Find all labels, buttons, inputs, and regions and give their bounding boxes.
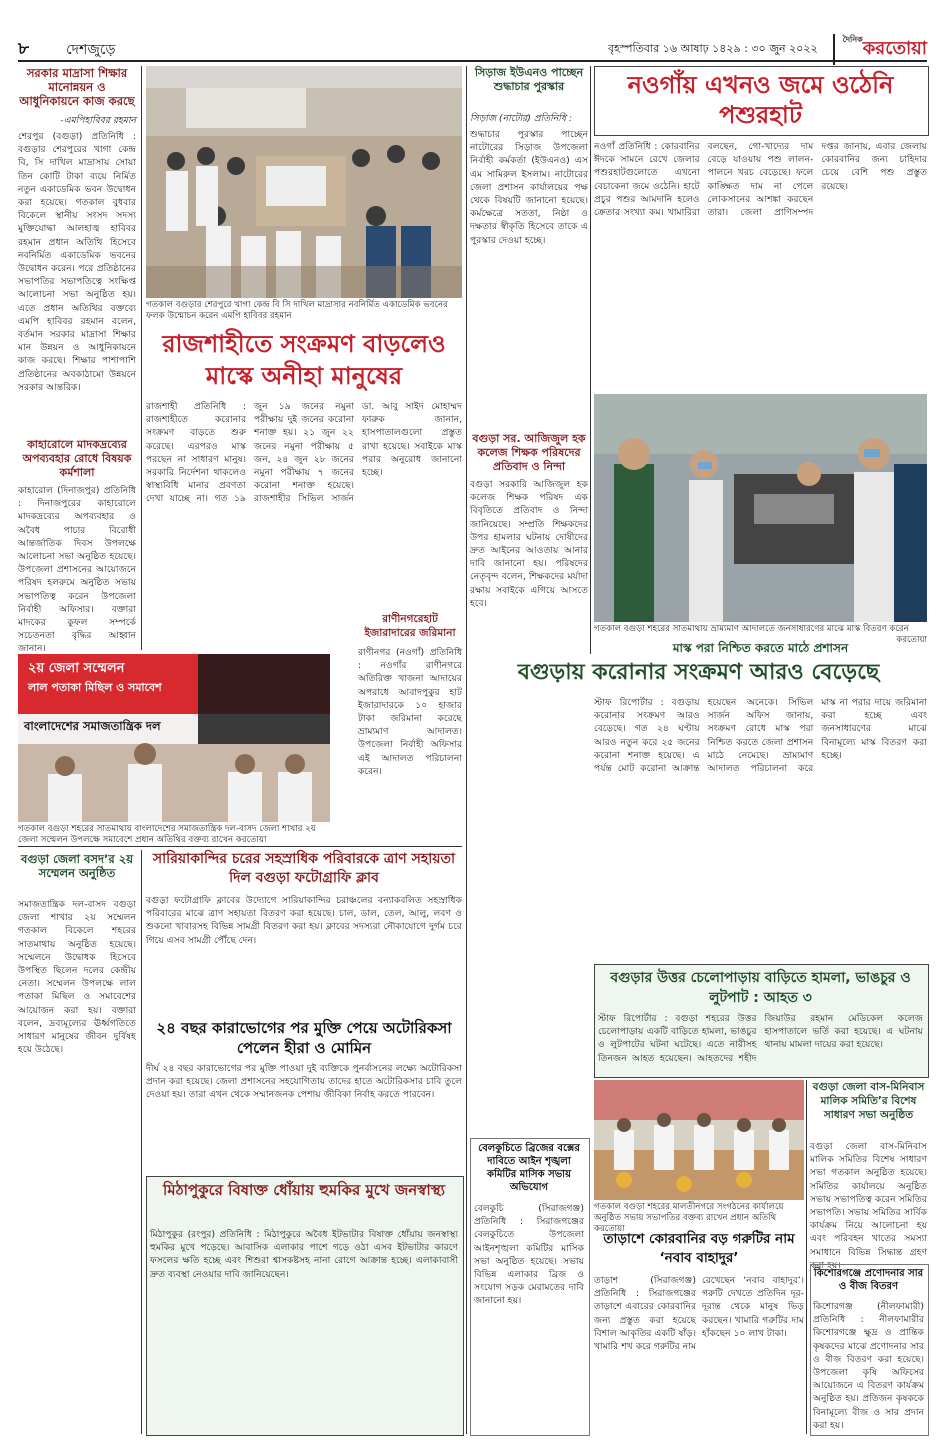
page-header <box>18 34 927 62</box>
caption-meeting-photo <box>594 1202 804 1234</box>
headline-auto: ২৪ বছর কারাভোগের পর মুক্তি পেয়ে অটোরিকসা পেলেন হীরা ও মোমিন <box>156 1019 452 1057</box>
photo-meeting-bottom <box>594 1080 804 1200</box>
masthead-small: দৈনিক <box>842 35 863 44</box>
headline-bridge-box: বেলকুচিতে ব্রিজের বক্সের দাবিতে আইন শৃঙ্খলা কমিটির মাসিক সভায় অভিযোগ <box>478 1143 580 1193</box>
headline-bus-owners-main: বগুড়া জেলা বাস-মিনিবাস মালিক সমিতি’র বিশেষ সাধারণ সভা অনুষ্ঠিত <box>812 1081 925 1121</box>
body-chelopara: স্টাফ রিপোর্টার : বগুড়া শহরের উত্তর চেলোপাড়ায় একটি বাড়িতে হামলা, ভাঙচুর ও লুটপাটের ঘটনা ঘটেছে। এতে নারীসহ তিনজন আহত হয়েছেন। আহতদের শহীদ জিয়াউর রহমান মেডিকেল কলেজ হাসপাতালে ভর্তি করা হয়েছে। এ ঘটনায় থানায় মামলা দায়ের করা হয়েছে। <box>598 1013 923 1064</box>
body-relief: বগুড়া ফটোগ্রাফি ক্লাবের উদ্যোগে সারিয়াকান্দির চরাঞ্চলের বন্যাকবলিত সহস্রাধিক পরিবারের মাঝে ত্রাণ সহায়তা বিতরণ করা হয়েছে। চাল, ডাল, তেল, আলু, লবণ ও শুকনো খাবারসহ বিভিন্ন সামগ্রী বিতরণ করা হয়। ক্লাবের সদস্যরা নৌকাযোগে দুর্গম চরে গিয়ে এসব সামগ্রী পৌঁছে দেন। <box>146 895 462 946</box>
column-rule <box>141 850 142 1434</box>
headline-rajshahi: রাজশাহীতে সংক্রমণ বাড়লেও মাস্কে অনীহা মানুষের <box>162 330 446 390</box>
body-college: বগুড়া সরকারি আজিজুল হক কলেজ শিক্ষক পরিষদ এক বিবৃতিতে প্রতিবাদ ও নিন্দা জানিয়েছে। সম্প্রতি শিক্ষকদের উপর হামলার ঘটনায় দোষীদের দ্রুত আইনের আওতায় আনার দাবি জানানো হয়। পরিষদের নেতৃবৃন্দ বলেন, শিক্ষকদের মর্যাদা রক্ষায় সবাইকে এগিয়ে আসতে হবে। <box>470 479 588 609</box>
headline-bogura-corona: বগুড়ায় করোনার সংক্রমণ আরও বেড়েছে <box>517 660 880 685</box>
banner-line1: ২য় জেলা সম্মেলন <box>28 661 125 676</box>
body-auto: দীর্ঘ ২৪ বছর কারাভোগের পর মুক্তি পাওয়া দুই ব্যক্তিকে পুনর্বাসনের লক্ষ্যে অটোরিকসা প্রদান করা হয়েছে। জেলা প্রশাসনের সহযোগিতায় তাদের হাতে অটোরিকসার চাবি তুলে দেওয়া হয়। তারা এখন থেকে সম্মানজনক পেশায় জীবিকা নির্বাহ করতে পারবেন। <box>146 1063 462 1101</box>
caption-meeting-text: গতকাল বগুড়া শহরের মালতীনগরে সংগঠনের কার্যালয়ে অনুষ্ঠিত সভায় সভাপতির বক্তব্য রাখেন প্রধান অতিথি <box>594 1202 784 1223</box>
photo-party-rally <box>18 654 330 822</box>
headline-mithapukur: মিঠাপুকুরে বিষাক্ত ধোঁয়ায় হুমকির মুখে জনস্বাস্থ্য <box>162 1181 446 1199</box>
kicker-bogura-corona: মাস্ক পরা নিশ্চিত করতে মাঠে প্রশাসন <box>672 641 849 655</box>
headline-madrasa: সরকার মাদ্রাসা শিক্ষার মানোন্নয়ন ও আধুনিকায়নে কাজ করছে <box>19 66 135 108</box>
photo-mask-distribution <box>594 394 927 622</box>
body-kaharole: কাহারোল (দিনাজপুর) প্রতিনিধি : দিনাজপুরের কাহারোলে মাদকদ্রব্যের অপব্যবহার ও অবৈধ পাচার বিরোধী আন্তর্জাতিক দিবস উপলক্ষে আলোচনা সভা অনুষ্ঠিত হয়েছে। উপজেলা প্রশাসনের আয়োজনে পরিষদ হলরুমে অনুষ্ঠিত সভায় সভাপতিত্ব করেন উপজেলা নির্বাহী অফিসার। বক্তারা মাদকের কুফল সম্পর্কে সচেতনতা বৃদ্ধির আহ্বান জানান। <box>18 485 136 655</box>
photo-mask-image <box>594 394 927 622</box>
body-madrasa: শেরপুর (বগুড়া) প্রতিনিধি : বগুড়ার শেরপুরের খাগা কেন্দ্র বি, সি দাখিল মাদ্রাসায় সোয়া তিন কোটি টাকা ব্যয়ে নির্মিত নতুন একাডেমিক ভবন উদ্বোধন করা হয়েছে। গতকাল বুধবার বিকেলে স্থানীয় সংসদ সদস্য মুক্তিযোদ্ধা আলহাজ্ব হাবিবর রহমান প্রধান অতিথি হিসেবে নবনির্মিত একাডেমিক ভবনের উদ্বোধন করেন। পরে প্রতিষ্ঠানের সভাপতির সভাপতিত্বে সংক্ষিপ্ত আলোচনা সভা অনুষ্ঠিত হয়। এতে প্রধান অতিথির বক্তব্যে এমপি হাবিবর রহমান বলেন, বর্তমান সরকার মাদ্রাসা শিক্ষার মান উন্নয়ন ও আধুনিকায়নে কাজ করছে। শিক্ষার পাশাপাশি প্রতিষ্ঠানের অবকাঠামো উন্নয়নে সরকার আন্তরিক। <box>18 131 136 393</box>
headline-tarash-main: তাড়াশে কোরবানির বড় গরুটির নাম ‘নবাব বাহাদুর’ <box>603 1231 795 1266</box>
horizontal-rule <box>18 846 462 847</box>
banner-line3: বাংলাদেশের সমাজতান্ত্রিক দল <box>24 719 161 733</box>
caption-party-photo <box>18 824 330 848</box>
caption-mask-photo <box>594 624 927 645</box>
body-naogaon: নওগাঁ প্রতিনিধি : কোরবানির ঈদকে সামনে রেখে জেলার পশুরহাটগুলোতে এখনো বেচাকেনা জমে ওঠেনি। হাটে প্রচুর পশুর আমদানি হলেও ক্রেতার সংখ্যা কম। খামারিরা বলছেন, গো-খাদ্যের দাম বেড়ে যাওয়ায় পশু লালন-পালনে খরচ বেড়েছে। ফলে কাঙ্ক্ষিত দাম না পেলে লোকসানের আশঙ্কা করছেন তারা। জেলা প্রাণিসম্পদ দপ্তর জানায়, এবার জেলায় কোরবানির জন্য চাহিদার চেয়ে বেশি পশু প্রস্তুত রয়েছে। <box>594 141 927 219</box>
column-rule <box>806 1080 807 1434</box>
masthead-name: করতোয়া <box>862 38 927 59</box>
page-number: ৮ <box>18 39 30 59</box>
body-bridge: বেলকুচি (সিরাজগঞ্জ) প্রতিনিধি : সিরাজগঞ্জের বেলকুচিতে উপজেলা আইনশৃঙ্খলা কমিটির মাসিক সভা অনুষ্ঠিত হয়েছে। সভায় বিভিন্ন এলাকার ব্রিজ ও সংযোগ সড়ক মেরামতের দাবি জানানো হয়। <box>474 1203 584 1307</box>
column-rule <box>590 66 591 654</box>
body-mithapukur: মিঠাপুকুর (রংপুর) প্রতিনিধি : মিঠাপুকুরে অবৈধ ইটভাটার বিষাক্ত ধোঁয়ায় জনস্বাস্থ্য হুমকির মুখে পড়েছে। আবাসিক এলাকার পাশে গড়ে ওঠা এসব ইটভাটার কারণে ফসলের ক্ষতি হচ্ছে এবং শিশুরা শ্বাসকষ্টসহ নানা রোগে আক্রান্ত হচ্ছে। এলাকাবাসী দ্রুত ব্যবস্থা নেওয়ার দাবি জানিয়েছেন। <box>150 1229 458 1280</box>
body-raninagar: রাণীনগর (নওগাঁ) প্রতিনিধি : নওগাঁর রাণীনগরে অতিরিক্ত খাজনা আদায়ের অপরাধে আবাদপুকুর হাট ইজারাদারকে ১০ হাজার টাকা জরিমানা করেছে ভ্রাম্যমাণ আদালত। উপজেলা নির্বাহী অফিসার এই আদালত পরিচালনা করেন। <box>358 647 462 777</box>
body-kishoreganj: কিশোরগঞ্জ (নীলফামারী) প্রতিনিধি : নীলফামারীর কিশোরগঞ্জে ক্ষুদ্র ও প্রান্তিক কৃষকদের মাঝে প্রণোদনার সার ও বীজ বিতরণ করা হয়েছে। উপজেলা কৃষি অফিসের আয়োজনে এ বিতরণ কার্যক্রম অনুষ্ঠিত হয়। প্রতিজন কৃষককে বিনামূল্যে বীজ ও সার প্রদান করা হয়। <box>813 1301 924 1431</box>
headline-basod: বগুড়া জেলা বসদ’র ২য় সম্মেলন অনুষ্ঠিত <box>21 852 133 880</box>
caption-meeting-credit: করতোয়া <box>594 1224 625 1234</box>
body-siraj: শুদ্ধাচার পুরস্কার পাচ্ছেন নাটোরের সিড়াজ উপজেলা নির্বাহী কর্মকর্তা (ইউএনও) এস এম সামিরুল ইসলাম। নাটোরের জেলা প্রশাসন কার্যালয়ের পক্ষ থেকে বিষয়টি জানানো হয়েছে। কর্মক্ষেত্রে সততা, নিষ্ঠা ও দক্ষতার স্বীকৃতি হিসেবে তাকে এ পুরস্কার দেওয়া হচ্ছে। <box>470 129 588 246</box>
banner-line2: লাল পতাকা মিছিল ও সমাবেশ <box>28 681 162 694</box>
subheadline-raninagar: রাণীনগরেহাট ইজারাদারের জরিমানা <box>364 613 456 639</box>
headline-siraj: সিড়াজ ইউএনও পাচ্ছেন শুদ্ধাচার পুরস্কার <box>474 66 584 93</box>
body-rajshahi: রাজশাহী প্রতিনিধি : রাজশাহীতে করোনার সংক্রমণ বাড়তে শুরু করেছে। এরপরও মাস্ক পরছেন না সাধারণ মানুষ। সরকারি নির্দেশনা থাকলেও স্বাস্থ্যবিধি মানার প্রবণতা দেখা যাচ্ছে না। গত ১৯ জুন ১৯ জনের নমুনা পরীক্ষায় দুই জনের করোনা শনাক্ত হয়। ২১ জুন ২২ জনের নমুনা পরীক্ষায় ৫ জন, ২৪ জুন ২৮ জনের নমুনা পরীক্ষায় ৭ জনের করোনা শনাক্ত হয়েছে। রাজশাহীর সিভিল সার্জন ডা. আবু সাইদ মোহাম্মদ ফারুক জানান, হাসপাতালগুলো প্রস্তুত রাখা হয়েছে। সবাইকে মাস্ক পরার অনুরোধ জানানো হচ্ছে। <box>146 401 462 505</box>
headline-college: বগুড়া সর. আজিজুল হক কলেজ শিক্ষক পরিষদের প্রতিবাদ ও নিন্দা <box>472 432 586 473</box>
caption-mask-credit: করতোয়া <box>896 635 927 645</box>
issue-date: বৃহস্পতিবার ১৬ আষাঢ় ১৪২৯ : ৩০ জুন ২০২২ <box>608 42 818 55</box>
photo-madrasa-inauguration <box>146 66 462 298</box>
column-rule <box>141 66 142 650</box>
headline-chelopara: বগুড়ার উত্তর চেলোপাড়ায় বাড়িতে হামলা, ভাঙচুর ও লুটপাট : আহত ৩ <box>610 970 911 1006</box>
caption-party-credit: করতোয়া <box>235 835 267 845</box>
masthead-logo <box>833 34 927 65</box>
headline-kaharole: কাহারোলে মাদকদ্রব্যের অপব্যবহার রোধে বিষয়ক কর্মশালা <box>22 438 132 479</box>
body-bogura-corona: স্টাফ রিপোর্টার : বগুড়ায় করোনার সংক্রমণ আরও বেড়েছে। গত ২৪ ঘণ্টায় আরও নতুন করে ২৫ জনের করোনা শনাক্ত হয়েছে। এ পর্যন্ত মোট করোনা আক্রান্ত হয়েছেন অনেকে। সিভিল সার্জন অফিস জানায়, সংক্রমণ রোধে মাস্ক পরা নিশ্চিত করতে জেলা প্রশাসন মাঠে নেমেছে। ভ্রাম্যমাণ আদালত পরিচালনা করে মাস্ক না পরার দায়ে জরিমানা করা হচ্ছে এবং জনসাধারণের মাঝে বিনামূল্যে মাস্ক বিতরণ করা হচ্ছে। <box>594 697 927 775</box>
body-tarash: তাড়াশ (সিরাজগঞ্জ) প্রতিনিধি : সিরাজগঞ্জের তাড়াশে এবারের কোরবানির জন্য প্রস্তুত করা হয়েছে বিশাল আকৃতির একটি ষাঁড়। খামারি শখ করে গরুটির নাম রেখেছেন ‘নবাব বাহাদুর’। গরুটি দেখতে প্রতিদিন দূর-দূরান্ত থেকে মানুষ ভিড় করছেন। খামারি গরুটির দাম হাঁকছেন ১০ লাখ টাকা। <box>594 1275 804 1353</box>
body-college-cont <box>470 696 588 814</box>
caption-mask-text: গতকাল বগুড়া শহরের সাতমাথায় ভ্রাম্যমাণ আদালতে জনসাধারণের মাঝে মাস্ক বিতরণ করেন <box>594 624 909 634</box>
headline-kishoreganj-main: কিশোরগঞ্জে প্রণোদনার সার ও বীজ বিতরণ <box>813 1268 924 1292</box>
byline-siraj: সিড়াজ (নাটোর) প্রতিনিধি : <box>470 113 573 124</box>
column-rule <box>466 66 467 1434</box>
photo-meeting-image <box>594 1080 804 1200</box>
body-basod: সমাজতান্ত্রিক দল-বাসদ বগুড়া জেলা শাখার ২য় সম্মেলন গতকাল বিকেলে শহরের সাতমাথায় অনুষ্ঠিত হয়েছে। সম্মেলনে উদ্বোধক হিসেবে উপস্থিত ছিলেন দলের কেন্দ্রীয় নেতা। সম্মেলন উপলক্ষে লাল পতাকা মিছিল ও সমাবেশের আয়োজন করা হয়। বক্তারা বলেন, দ্রব্যমূল্যের ঊর্ধ্বগতিতে সাধারণ মানুষের জীবন দুর্বিষহ হয়ে উঠেছে। <box>18 899 136 1056</box>
photo-madrasa-image <box>146 66 462 298</box>
caption-party-text: গতকাল বগুড়া শহরের সাতমাথায় বাংলাদেশের সমাজতান্ত্রিক দল-বাসদ জেলা শাখার ২য় জেলা সম্মেলন উপলক্ষে সমাবেশে প্রধান অতিথির বক্তব্য রাখেন <box>18 824 316 845</box>
byline-madrasa: -এমপিহাবিবর রহমান <box>60 115 136 126</box>
headline-relief: সারিয়াকান্দির চরের সহস্রাধিক পরিবারকে ত্রাণ সহায়তা দিল বগুড়া ফটোগ্রাফি ক্লাব <box>152 851 456 886</box>
headline-naogaon: নওগাঁয় এখনও জমে ওঠেনি পশুরহাট <box>627 71 894 129</box>
caption-madrasa-photo: গতকাল বগুড়ার শেরপুরে খাগা কেন্দ্র বি সি দাখিল মাদ্রাসার নবনির্মিত একাডেমিক ভবনের ফলক উন্মোচন করেন এমপি হাবিবর রহমান <box>146 300 448 321</box>
body-bus-owners: বগুড়া জেলা বাস-মিনিবাস মালিক সমিতির বিশেষ সাধারণ সভা গতকাল অনুষ্ঠিত হয়েছে। সমিতির কার্যালয়ে অনুষ্ঠিত সভায় সভাপতিত্ব করেন সমিতির সভাপতি। সভায় সমিতির সার্বিক কার্যক্রম নিয়ে আলোচনা হয় এবং পরিবহন খাতের সমস্যা সমাধানে বিভিন্ন সিদ্ধান্ত গ্রহণ করা হয়। <box>810 1141 927 1271</box>
section-name: দেশজুড়ে <box>66 42 116 58</box>
